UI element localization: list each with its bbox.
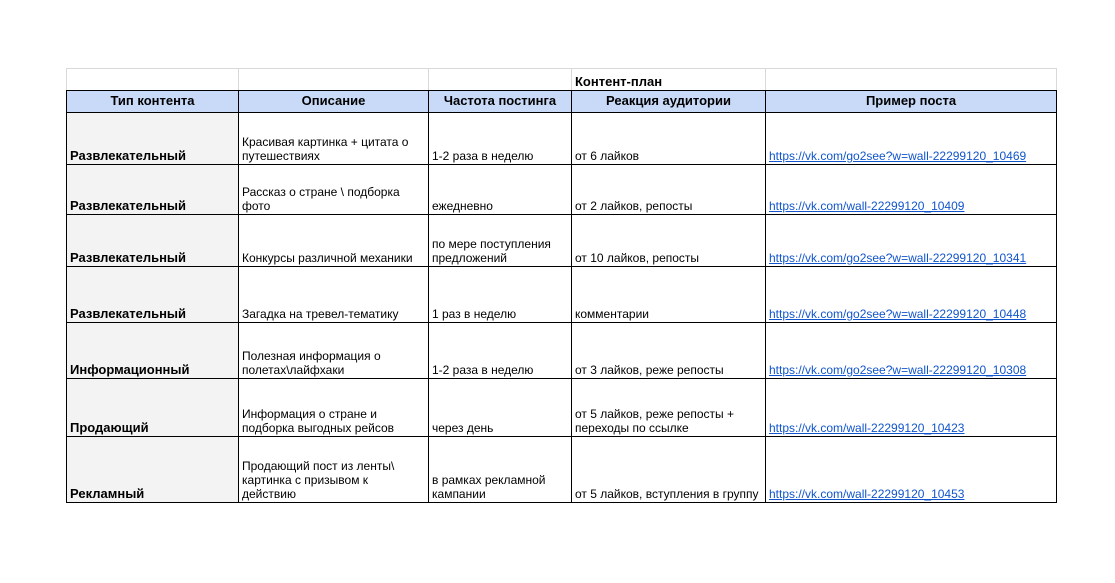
title-empty-cell[interactable] bbox=[766, 69, 1057, 91]
frequency-cell[interactable]: по мере поступления предложений bbox=[429, 215, 572, 267]
header-description[interactable]: Описание bbox=[239, 91, 429, 113]
content-type-cell[interactable]: Продающий bbox=[67, 379, 239, 437]
header-frequency[interactable]: Частота постинга bbox=[429, 91, 572, 113]
frequency-cell[interactable]: 1-2 раза в неделю bbox=[429, 113, 572, 165]
example-post-link[interactable]: https://vk.com/wall-22299120_10409 bbox=[769, 199, 965, 213]
reaction-cell[interactable]: от 6 лайков bbox=[572, 113, 766, 165]
example-post-link[interactable]: https://vk.com/go2see?w=wall-22299120_10341 bbox=[769, 251, 1027, 265]
reaction-cell[interactable]: от 5 лайков, вступления в группу bbox=[572, 437, 766, 503]
reaction-cell[interactable]: от 10 лайков, репосты bbox=[572, 215, 766, 267]
content-type-cell[interactable]: Развлекательный bbox=[67, 267, 239, 323]
title-empty-cell[interactable] bbox=[429, 69, 572, 91]
header-content-type[interactable]: Тип контента bbox=[67, 91, 239, 113]
description-cell[interactable]: Рассказ о стране \ подборка фото bbox=[239, 165, 429, 215]
frequency-cell[interactable]: 1 раз в неделю bbox=[429, 267, 572, 323]
description-cell[interactable]: Красивая картинка + цитата о путешествиях bbox=[239, 113, 429, 165]
reaction-cell[interactable]: от 5 лайков, реже репосты + переходы по ссылке bbox=[572, 379, 766, 437]
frequency-cell[interactable]: в рамках рекламной кампании bbox=[429, 437, 572, 503]
example-post-cell[interactable] bbox=[766, 215, 1057, 267]
content-type-cell[interactable]: Развлекательный bbox=[67, 113, 239, 165]
content-type-cell[interactable]: Развлекательный bbox=[67, 215, 239, 267]
description-cell[interactable]: Продающий пост из ленты\ картинка с призывом к действию bbox=[239, 437, 429, 503]
header-example-post[interactable]: Пример поста bbox=[766, 91, 1057, 113]
frequency-cell[interactable]: ежедневно bbox=[429, 165, 572, 215]
content-type-cell[interactable]: Развлекательный bbox=[67, 165, 239, 215]
example-post-cell[interactable] bbox=[766, 267, 1057, 323]
example-post-link[interactable]: https://vk.com/go2see?w=wall-22299120_10469 bbox=[769, 149, 1027, 163]
content-type-cell[interactable]: Рекламный bbox=[67, 437, 239, 503]
table-row bbox=[67, 267, 1057, 323]
table-row bbox=[67, 215, 1057, 267]
example-post-cell[interactable] bbox=[766, 437, 1057, 503]
example-post-link[interactable]: https://vk.com/wall-22299120_10423 bbox=[769, 421, 965, 435]
example-post-link[interactable]: https://vk.com/go2see?w=wall-22299120_10448 bbox=[769, 307, 1027, 321]
table-row bbox=[67, 165, 1057, 215]
content-plan-table bbox=[66, 68, 1057, 503]
content-type-cell[interactable]: Информационный bbox=[67, 323, 239, 379]
reaction-cell[interactable]: от 3 лайков, реже репосты bbox=[572, 323, 766, 379]
example-post-link[interactable]: https://vk.com/wall-22299120_10453 bbox=[769, 487, 965, 501]
header-row bbox=[67, 91, 1057, 113]
example-post-cell[interactable] bbox=[766, 113, 1057, 165]
description-cell[interactable]: Конкурсы различной механики bbox=[239, 215, 429, 267]
table-title[interactable]: Контент-план bbox=[572, 69, 766, 91]
description-cell[interactable]: Информация о стране и подборка выгодных рейсов bbox=[239, 379, 429, 437]
frequency-cell[interactable]: 1-2 раза в неделю bbox=[429, 323, 572, 379]
title-empty-cell[interactable] bbox=[67, 69, 239, 91]
header-reaction[interactable]: Реакция аудитории bbox=[572, 91, 766, 113]
frequency-cell[interactable]: через день bbox=[429, 379, 572, 437]
title-row bbox=[67, 69, 1057, 91]
table-row bbox=[67, 437, 1057, 503]
title-empty-cell[interactable] bbox=[239, 69, 429, 91]
table-row bbox=[67, 323, 1057, 379]
table-row bbox=[67, 379, 1057, 437]
example-post-cell[interactable] bbox=[766, 379, 1057, 437]
reaction-cell[interactable]: комментарии bbox=[572, 267, 766, 323]
example-post-link[interactable]: https://vk.com/go2see?w=wall-22299120_10308 bbox=[769, 363, 1027, 377]
example-post-cell[interactable] bbox=[766, 323, 1057, 379]
table-row bbox=[67, 113, 1057, 165]
reaction-cell[interactable]: от 2 лайков, репосты bbox=[572, 165, 766, 215]
example-post-cell[interactable] bbox=[766, 165, 1057, 215]
description-cell[interactable]: Загадка на тревел-тематику bbox=[239, 267, 429, 323]
description-cell[interactable]: Полезная информация о полетах\лайфхаки bbox=[239, 323, 429, 379]
